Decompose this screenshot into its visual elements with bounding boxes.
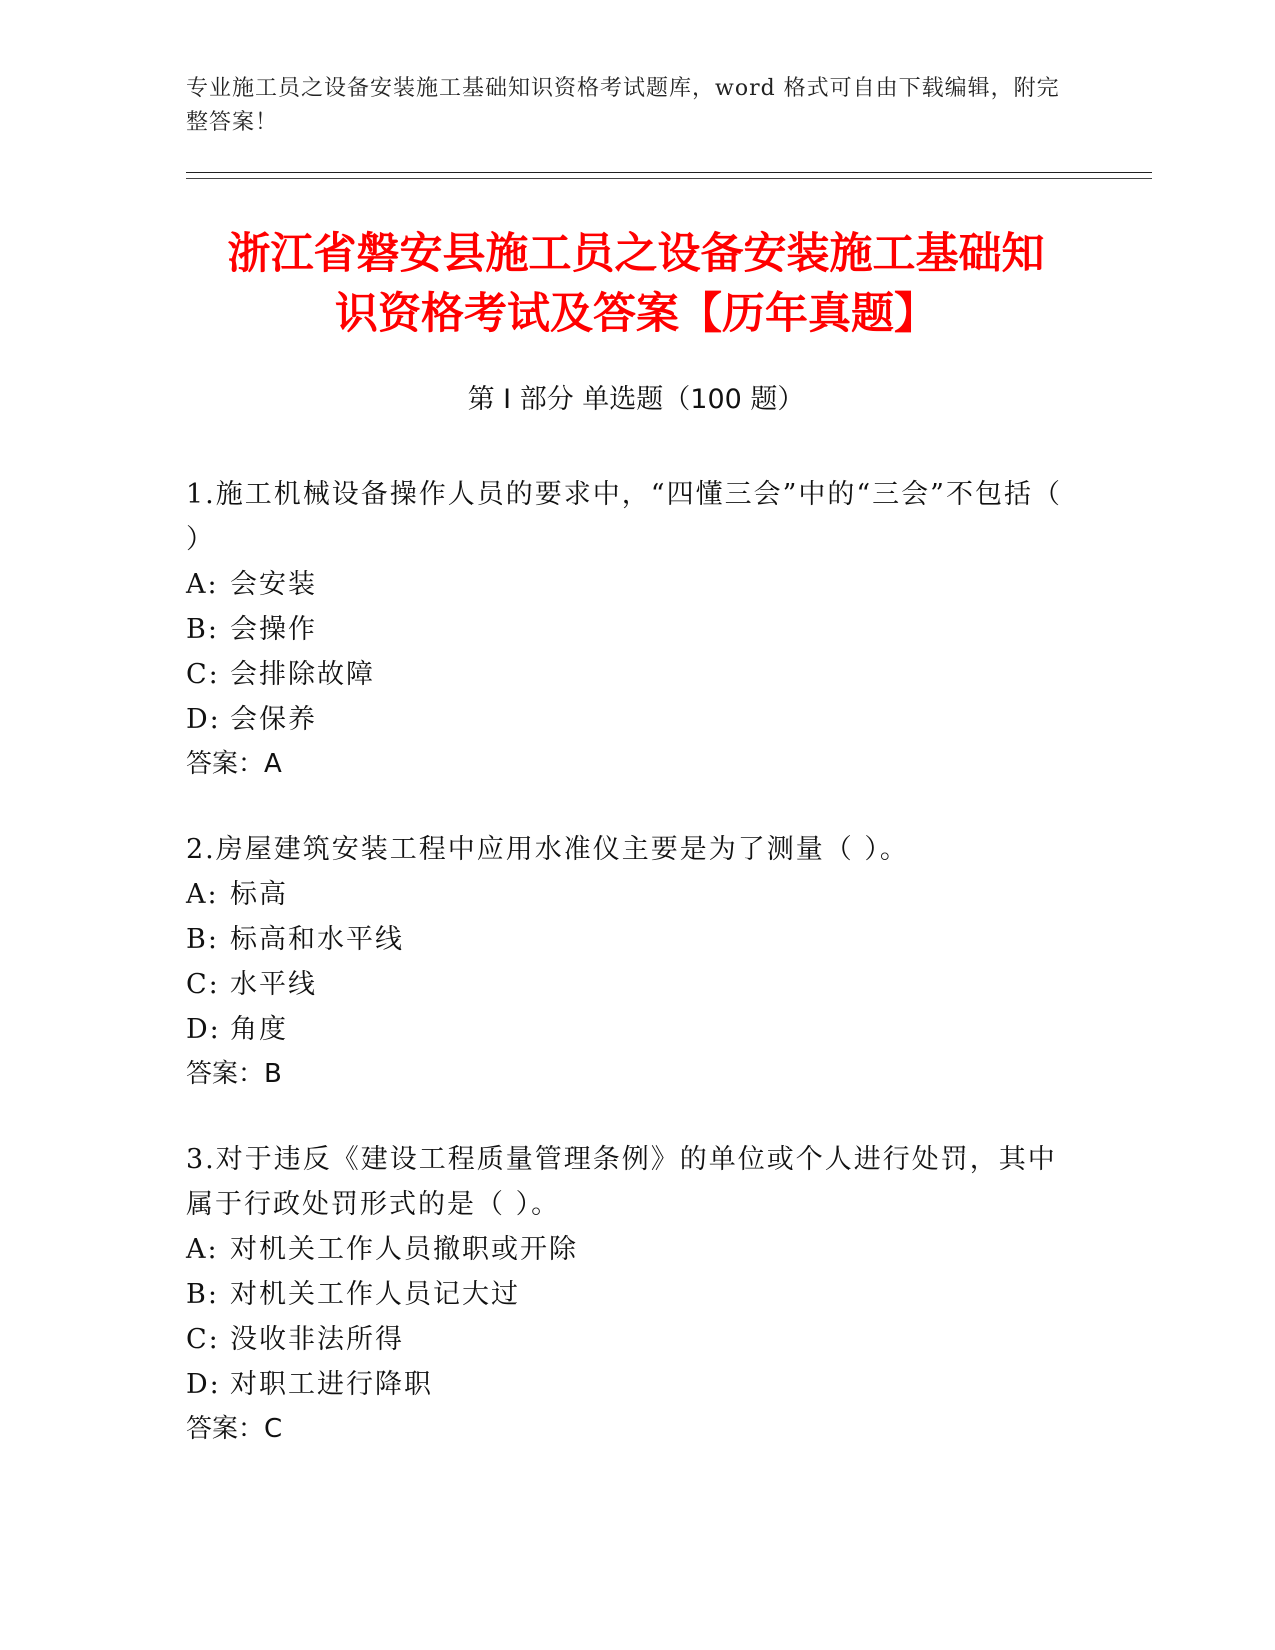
answer-line: 答案：A <box>186 749 282 779</box>
option-a <box>186 1227 1066 1272</box>
option-letter: A: <box>186 569 219 600</box>
option-text: 对职工进行降职 <box>230 1369 433 1400</box>
option-a <box>186 872 1066 917</box>
option-text: 水平线 <box>230 969 317 1000</box>
header-note: 专业施工员之设备安装施工基础知识资格考试题库，word 格式可自由下载编辑，附完整答案！ <box>186 76 1060 135</box>
option-text: 对机关工作人员记大过 <box>230 1279 520 1310</box>
document-title-line-2: 识资格考试及答案【历年真题】 <box>335 289 937 339</box>
option-b <box>186 1272 1066 1317</box>
answer-line: 答案：B <box>186 1059 282 1089</box>
header-divider-bottom <box>186 178 1152 179</box>
option-d <box>186 697 1066 742</box>
section-heading: 第 I 部分 单选题（100 题） <box>467 384 805 415</box>
option-text: 会保养 <box>230 704 317 735</box>
option-letter: B: <box>186 924 219 955</box>
option-b <box>186 917 1066 962</box>
option-letter: B: <box>186 614 219 645</box>
option-c <box>186 962 1066 1007</box>
option-text: 没收非法所得 <box>230 1324 404 1355</box>
question-list <box>186 472 1066 1492</box>
question-stem: 2.房屋建筑安装工程中应用水准仪主要是为了测量（ ）。 <box>186 834 909 865</box>
option-text: 会排除故障 <box>230 659 375 690</box>
option-letter: D: <box>186 1369 221 1400</box>
option-letter: B: <box>186 1279 219 1310</box>
document-title <box>186 224 1086 344</box>
option-letter: C: <box>186 969 220 1000</box>
option-d <box>186 1007 1066 1052</box>
option-d <box>186 1362 1066 1407</box>
option-letter: A: <box>186 879 219 910</box>
question-3 <box>186 1137 1066 1452</box>
option-text: 标高和水平线 <box>230 924 404 955</box>
option-letter: C: <box>186 1324 220 1355</box>
option-c <box>186 652 1066 697</box>
option-text: 会安装 <box>230 569 317 600</box>
document-title-line-1: 浙江省磐安县施工员之设备安装施工基础知 <box>227 229 1045 279</box>
option-letter: A: <box>186 1234 219 1265</box>
header-divider-top <box>186 172 1152 173</box>
option-text: 角度 <box>230 1014 288 1045</box>
option-text: 对机关工作人员撤职或开除 <box>230 1234 578 1265</box>
question-1 <box>186 472 1066 787</box>
option-letter: D: <box>186 704 221 735</box>
question-2 <box>186 827 1066 1097</box>
option-letter: D: <box>186 1014 221 1045</box>
option-letter: C: <box>186 659 220 690</box>
option-text: 标高 <box>230 879 288 910</box>
question-stem: 1.施工机械设备操作人员的要求中，“四懂三会”中的“三会”不包括（ ） <box>186 479 1062 555</box>
option-a <box>186 562 1066 607</box>
option-b <box>186 607 1066 652</box>
option-text: 会操作 <box>230 614 317 645</box>
question-stem: 3.对于违反《建设工程质量管理条例》的单位或个人进行处罚，其中属于行政处罚形式的是（ ）。 <box>186 1144 1057 1220</box>
answer-line: 答案：C <box>186 1414 283 1444</box>
option-c <box>186 1317 1066 1362</box>
